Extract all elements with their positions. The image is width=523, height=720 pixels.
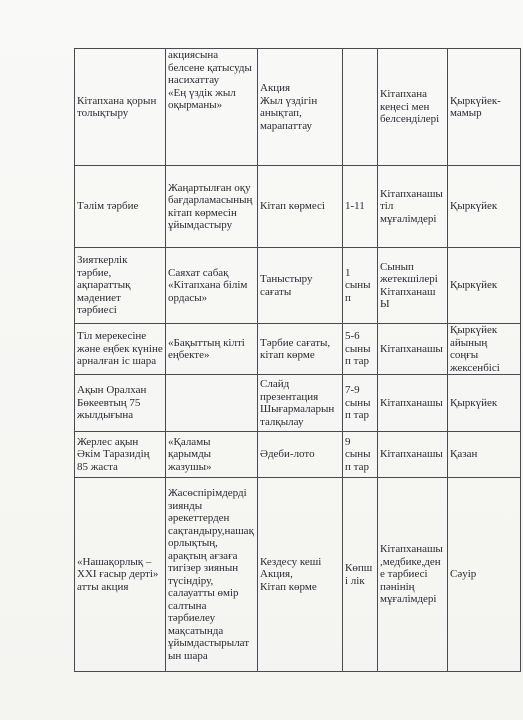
date-cell: Қыркүйек [448, 166, 521, 248]
grade-cell: 1 сынып [343, 248, 378, 324]
table-row [75, 324, 521, 375]
content-cell: Жасөспірімдерді зиянды әрекеттерден сақтандыру,нашақорлықтың, арақтың ағзаға тигізер зиянын түсіндіру, салауатты өмір салтына тәрбиелеу мақсатында ұйымдастырылатын шара [166, 478, 258, 672]
date-cell: Қыркүйек [448, 248, 521, 324]
form-cell: Кездесу кеші Акция, Кітап көрме [258, 478, 343, 672]
table-row [75, 248, 521, 324]
form-cell: Акция Жыл үздігін анықтап, марапаттау [258, 49, 343, 166]
table-row [75, 478, 521, 672]
date-cell: Қыркүйек-мамыр [448, 49, 521, 166]
date-cell: Қыркүйек [448, 375, 521, 432]
goal-cell: Кітапхана қорын толықтыру [75, 49, 166, 166]
goal-cell: Тәлім тәрбие [75, 166, 166, 248]
goal-cell: Тіл мерекесіне және еңбек күніне арналған іс шара [75, 324, 166, 375]
grade-cell: Көпші лік [343, 478, 378, 672]
grade-cell: 7-9 сынып тар [343, 375, 378, 432]
form-cell: Таныстыру сағаты [258, 248, 343, 324]
responsible-cell: Кітапханашы [378, 375, 448, 432]
content-cell: Саяхат сабақ «Кітапхана білім ордасы» [166, 248, 258, 324]
form-cell: Тәрбие сағаты, кітап көрме [258, 324, 343, 375]
table-row [75, 49, 521, 166]
plan-table [74, 48, 521, 672]
form-cell: Кітап көрмесі [258, 166, 343, 248]
goal-cell: «Нашақорлық – XXI ғасыр дерті» атты акция [75, 478, 166, 672]
content-cell: «Қаламы қарымды жазушы» [166, 432, 258, 478]
responsible-cell: Сынып жетекшілері КітапханашЫ [378, 248, 448, 324]
table-row [75, 166, 521, 248]
goal-cell: Ақын Оралхан Бөкеевтың 75 жылдығына [75, 375, 166, 432]
content-cell [166, 375, 258, 432]
content-cell: Жаңартылған оқу бағдарламасының кітап көрмесін ұйымдастыру [166, 166, 258, 248]
responsible-cell: Кітапхана кеңесі мен белсенділері [378, 49, 448, 166]
responsible-cell: Кітапханашы тіл мұғалімдері [378, 166, 448, 248]
responsible-cell: Кітапханашы ,медбике,дене тарбиесі пәнінің мұғалімдері [378, 478, 448, 672]
date-cell: Қыркүйек айының соңғы жексенбісі [448, 324, 521, 375]
goal-cell: Зияткерлік тәрбие, ақпараттық мәдениет тәрбиесі [75, 248, 166, 324]
grade-cell: 9 сынып тар [343, 432, 378, 478]
grade-cell: 5-6 сынып тар [343, 324, 378, 375]
form-cell: Слайд презентация Шығармаларын талқылау [258, 375, 343, 432]
grade-cell: 1-11 [343, 166, 378, 248]
form-cell: Әдеби-лото [258, 432, 343, 478]
table-row [75, 432, 521, 478]
content-cell: «Бақыттың кілті еңбекте» [166, 324, 258, 375]
date-cell: Сәуір [448, 478, 521, 672]
table-row [75, 375, 521, 432]
responsible-cell: Кітапханашы [378, 432, 448, 478]
content-cell: акциясына белсене қатысуды насихаттау «Ең үздік жыл оқырманы» [166, 49, 258, 166]
grade-cell [343, 49, 378, 166]
responsible-cell: Кітапханашы [378, 324, 448, 375]
date-cell: Қазан [448, 432, 521, 478]
goal-cell: Жерлес ақын Әкім Таразидің 85 жаста [75, 432, 166, 478]
